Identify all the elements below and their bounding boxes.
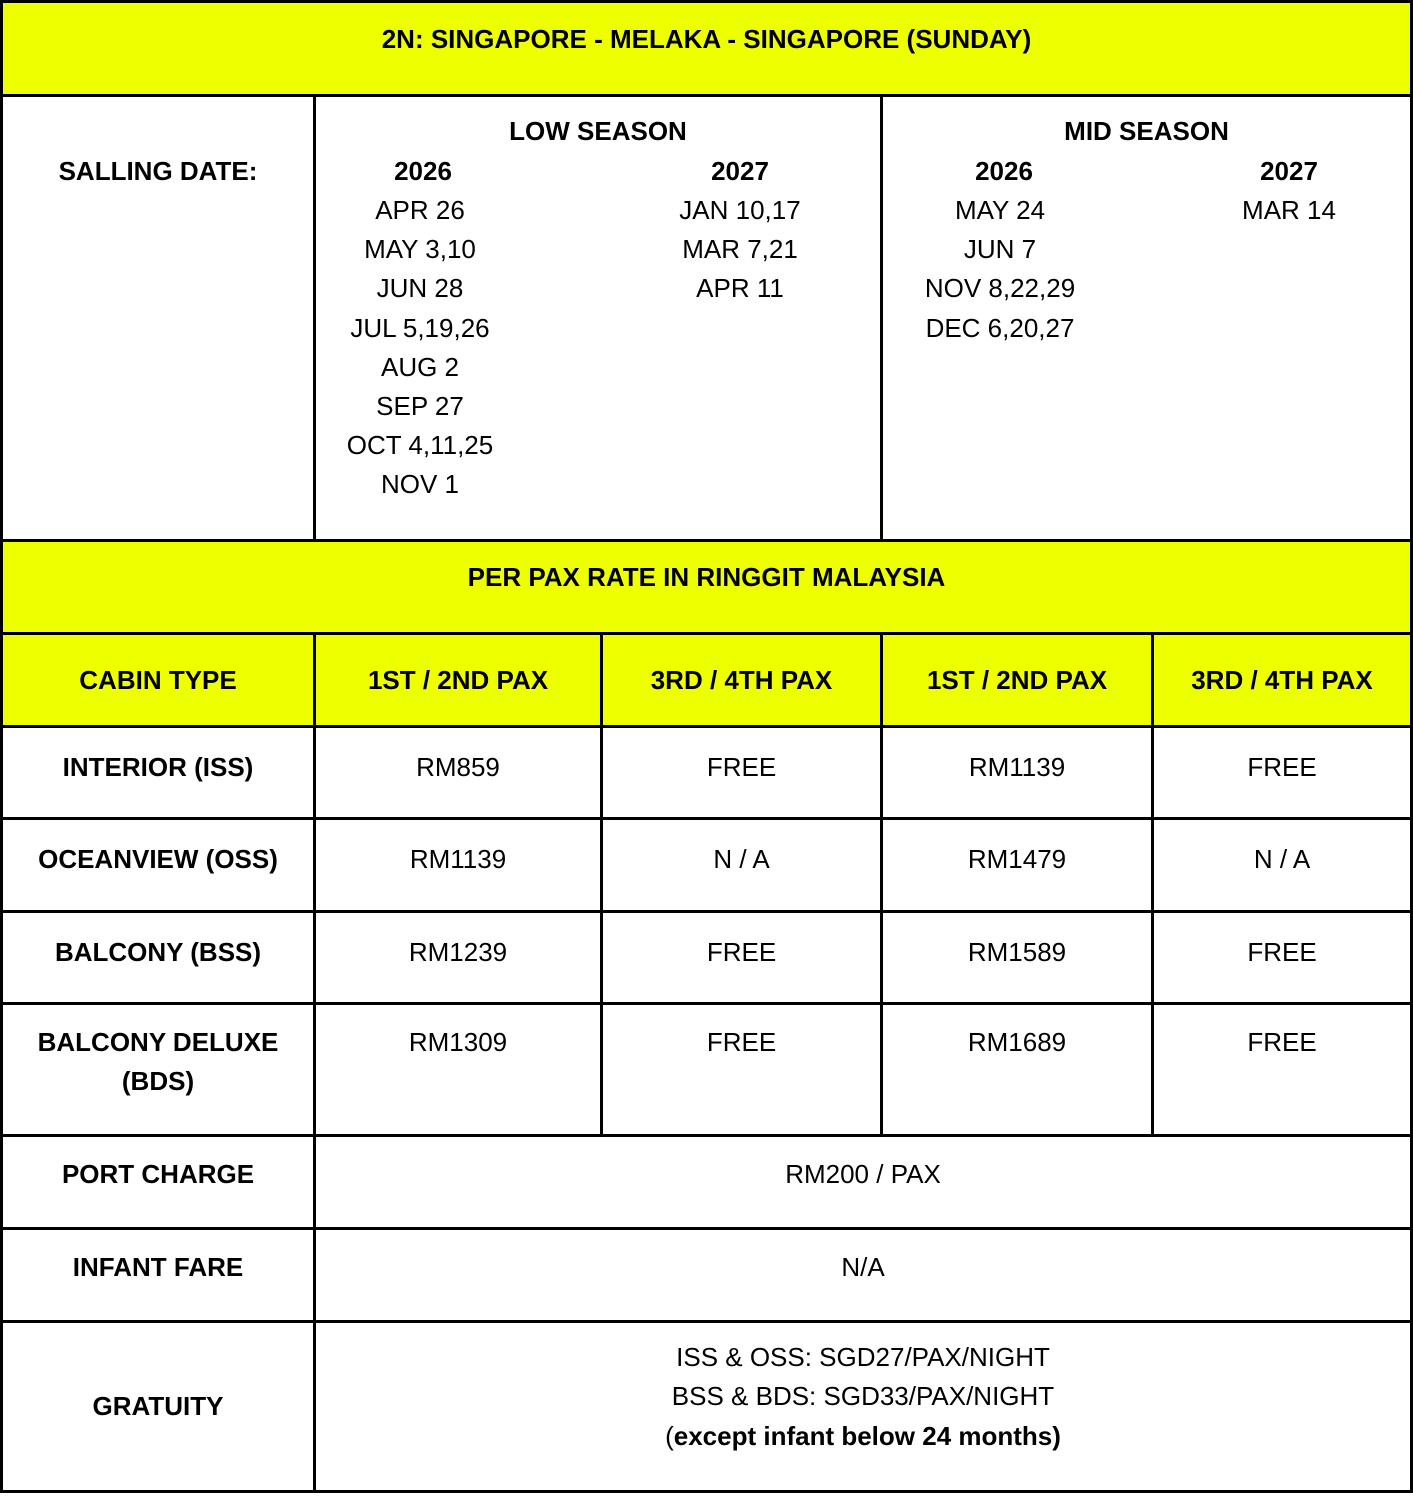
low-season-year-2027: 2027	[711, 156, 769, 186]
rate-cell: RM1309	[313, 1002, 603, 1137]
rate-header: PER PAX RATE IN RINGGIT MALAYSIA	[467, 562, 946, 592]
sailing-date: JUN 28	[376, 273, 464, 304]
low-season-label: LOW SEASON	[509, 116, 687, 146]
low-season-year-2026: 2026	[394, 156, 452, 186]
column-header-mid-1st-2nd: 1ST / 2ND PAX	[880, 632, 1154, 728]
infant-fare-label: INFANT FARE	[0, 1227, 316, 1323]
gratuity-label: GRATUITY	[0, 1320, 316, 1493]
rate-cell: FREE	[600, 725, 883, 820]
rate-cell: N / A	[1151, 817, 1413, 913]
sailing-date: APR 11	[696, 273, 784, 304]
cabin-type-text: BALCONY DELUXE	[37, 1027, 279, 1057]
mid-season-label: MID SEASON	[1064, 116, 1229, 146]
rate-cell: RM1589	[880, 910, 1154, 1005]
page-title: 2N: SINGAPORE - MELAKA - SINGAPORE (SUNDAY)	[381, 24, 1032, 54]
sailing-date: APR 26	[375, 195, 465, 225]
rate-cell: FREE	[1151, 1002, 1413, 1137]
cabin-type-text: (BDS)	[121, 1066, 195, 1096]
low-season-2026-dates	[300, 191, 540, 505]
rate-cell: RM1139	[313, 817, 603, 913]
column-header-cabin-type: CABIN TYPE	[0, 632, 316, 728]
cabin-type-text: OCEANVIEW (OSS)	[38, 844, 278, 874]
sailing-date: MAR 14	[1242, 195, 1336, 225]
rate-cell: RM1689	[880, 1002, 1154, 1137]
port-charge-value: RM200 / PAX	[313, 1134, 1413, 1230]
cabin-type-text: BALCONY (BSS)	[54, 937, 262, 967]
column-header-low-1st-2nd: 1ST / 2ND PAX	[313, 632, 603, 728]
cabin-type-label	[0, 725, 316, 820]
rate-cell: RM1139	[880, 725, 1154, 820]
cabin-type-text: INTERIOR (ISS)	[62, 752, 254, 782]
sailing-date: MAY 24	[954, 195, 1046, 225]
sailing-date: NOV 1	[380, 469, 460, 500]
sailing-date: JUN 7	[963, 234, 1037, 265]
rate-cell: N / A	[600, 817, 883, 913]
mid-season-2026-dates	[880, 191, 1120, 348]
rate-cell: FREE	[600, 1002, 883, 1137]
sailing-date: JUL 5,19,26	[350, 312, 490, 343]
low-season-2027-dates	[620, 191, 860, 309]
column-header-mid-3rd-4th: 3RD / 4TH PAX	[1151, 632, 1413, 728]
cabin-type-label	[0, 817, 316, 913]
sailing-date-label: SALLING DATE:	[58, 156, 258, 186]
port-charge-label: PORT CHARGE	[0, 1134, 316, 1230]
infant-fare-value: N/A	[313, 1227, 1413, 1323]
sailing-date: SEP 27	[376, 391, 464, 422]
rate-cell: RM1239	[313, 910, 603, 1005]
sailing-date: DEC 6,20,27	[925, 312, 1075, 343]
sailing-date: OCT 4,11,25	[346, 430, 494, 461]
rate-cell: FREE	[600, 910, 883, 1005]
sailing-date: NOV 8,22,29	[924, 273, 1076, 304]
gratuity-note-text: except infant below 24 months)	[673, 1421, 1061, 1451]
gratuity-infant-note	[313, 1417, 1413, 1456]
column-header-low-3rd-4th: 3RD / 4TH PAX	[600, 632, 883, 728]
gratuity-note-paren: (	[665, 1421, 674, 1451]
cabin-type-label	[0, 1002, 316, 1137]
sailing-date: MAR 7,21	[682, 234, 798, 265]
mid-season-year-2027: 2027	[1260, 156, 1318, 186]
sailing-date: MAY 3,10	[364, 234, 476, 265]
rate-cell: FREE	[1151, 910, 1413, 1005]
cabin-type-label	[0, 910, 316, 1005]
sailing-date: AUG 2	[380, 351, 460, 382]
gratuity-line-iss-oss: ISS & OSS: SGD27/PAX/NIGHT	[676, 1342, 1050, 1372]
mid-season-2027-dates	[1169, 191, 1409, 230]
gratuity-line-bss-bds: BSS & BDS: SGD33/PAX/NIGHT	[671, 1381, 1055, 1411]
rate-cell: RM1479	[880, 817, 1154, 913]
rate-cell: RM859	[313, 725, 603, 820]
mid-season-year-2026: 2026	[975, 156, 1033, 186]
rate-cell: FREE	[1151, 725, 1413, 820]
sailing-date: JAN 10,17	[679, 195, 801, 225]
